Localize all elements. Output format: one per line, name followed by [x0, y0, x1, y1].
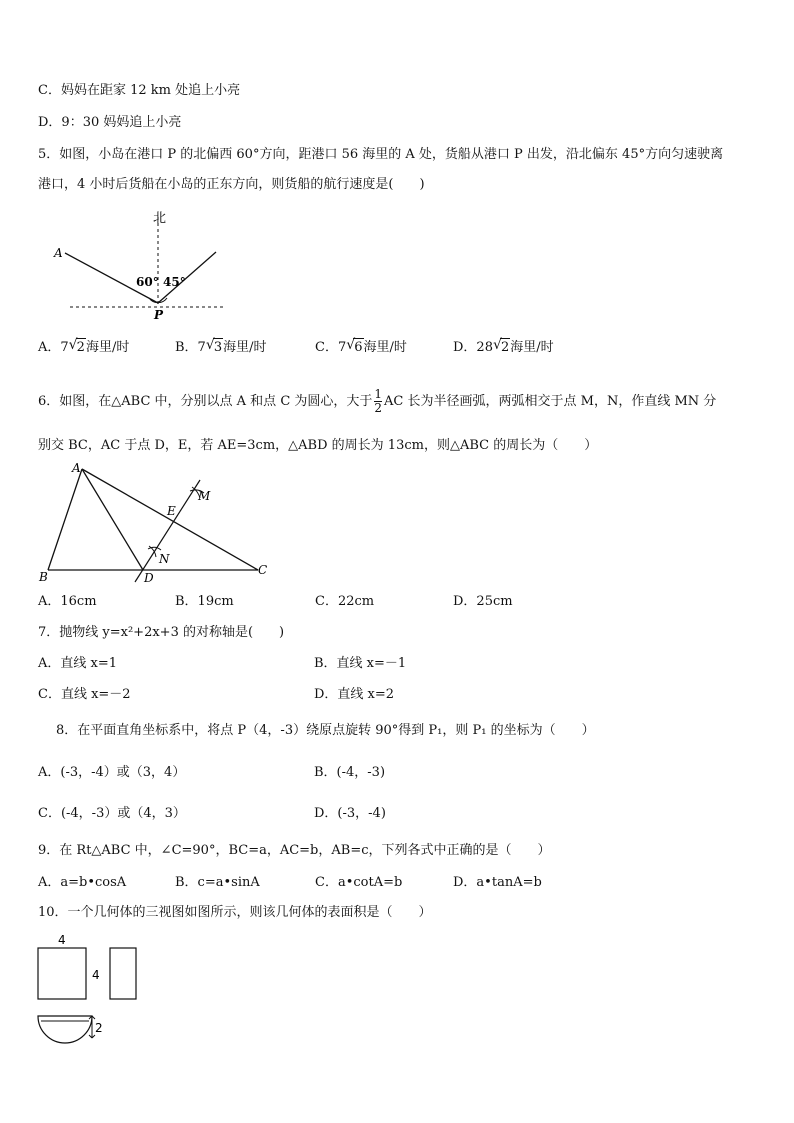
label-c: C	[258, 563, 268, 577]
label-n: N	[159, 552, 170, 566]
point-p-label: P	[154, 308, 164, 322]
side-view-rectangle	[110, 948, 136, 999]
q6-figure	[36, 460, 276, 588]
q6-option-a: A．16cm	[38, 594, 97, 609]
q7-option-a: A．直线 x=1	[38, 656, 118, 671]
point-a-label: A	[54, 246, 63, 260]
q4-option-d: D．9：30 妈妈追上小亮	[38, 115, 182, 130]
q10-stem: 10．一个几何体的三视图如图所示，则该几何体的表面积是（ ）	[38, 905, 432, 920]
q5-option-a: A．7 √ 2海里/时	[38, 337, 130, 355]
angle-45-label: 45°	[163, 275, 186, 289]
q8-option-b: B．(-4，-3)	[314, 765, 386, 780]
fraction-one-half: $\frac{1}{2}$	[374, 387, 383, 415]
q5-option-b: B．7 √ 3海里/时	[175, 337, 267, 355]
q5-option-d: D．28 √ 2海里/时	[453, 337, 554, 355]
q5-option-c: C．7 √ 6海里/时	[315, 337, 407, 355]
q7-option-d: D．直线 x=2	[314, 687, 395, 702]
q6-stem-line1: 6．如图，在△ABC 中，分别以点 A 和点 C 为圆心，大于 $\frac{1}{2}$ AC 长为半径画弧，两弧相交于点 M，N，作直线 MN 分	[38, 387, 717, 415]
label-b: B	[39, 570, 48, 584]
front-view-square	[38, 948, 86, 999]
q9-option-b: B．c=a•sinA	[175, 875, 260, 890]
angle-60-label: 60°	[136, 275, 159, 289]
q6-option-c: C．22cm	[315, 594, 375, 609]
q8-option-d: D．(-3，-4)	[314, 806, 386, 821]
q6-stem-line2: 别交 BC，AC 于点 D，E，若 AE=3cm，△ABD 的周长为 13cm，则△ABC 的周长为（ ）	[38, 438, 598, 453]
q8-stem: 8．在平面直角坐标系中，将点 P（4，-3）绕原点旋转 90°得到 P₁，则 P₁ 的坐标为（ ）	[56, 723, 595, 738]
top-view-semicircle	[38, 1016, 92, 1043]
side-dimension-label: 4	[92, 968, 100, 982]
q5-stem-line1: 5．如图，小岛在港口 P 的北偏西 60°方向，距港口 56 海里的 A 处，货船从港口 P 出发，沿北偏东 45°方向匀速驶离	[38, 147, 724, 162]
q8-option-c: C．(-4，-3）或（4，3）	[38, 806, 186, 821]
q7-stem: 7．抛物线 y=x²+2x+3 的对称轴是( )	[38, 625, 285, 640]
north-label: 北	[153, 211, 167, 226]
q7-option-b: B．直线 x=－1	[314, 656, 407, 671]
height-dimension-label: 2	[95, 1021, 103, 1035]
q9-option-d: D．a•tanA=b	[453, 875, 542, 890]
label-d: D	[144, 571, 154, 585]
label-e: E	[167, 504, 176, 518]
top-dimension-label: 4	[58, 933, 66, 947]
q9-option-a: A．a=b•cosA	[38, 875, 127, 890]
label-m: M	[198, 489, 211, 503]
q9-stem: 9．在 Rt△ABC 中，∠C=90°，BC=a，AC=b，AB=c，下列各式中正确的是（ ）	[38, 843, 551, 858]
q9-option-c: C．a•cotA=b	[315, 875, 403, 890]
q5-figure	[40, 205, 240, 330]
q5-stem-line2: 港口，4 小时后货船在小岛的正东方向，则货船的航行速度是( )	[38, 177, 425, 192]
label-a: A	[72, 461, 81, 475]
q6-option-b: B．19cm	[175, 594, 234, 609]
q10-three-view-figure	[32, 932, 152, 1052]
q7-option-c: C．直线 x=－2	[38, 687, 131, 702]
q8-option-a: A．(-3，-4）或（3，4）	[38, 765, 186, 780]
q4-option-c: C．妈妈在距家 12 km 处追上小亮	[38, 83, 241, 98]
q6-option-d: D．25cm	[453, 594, 513, 609]
